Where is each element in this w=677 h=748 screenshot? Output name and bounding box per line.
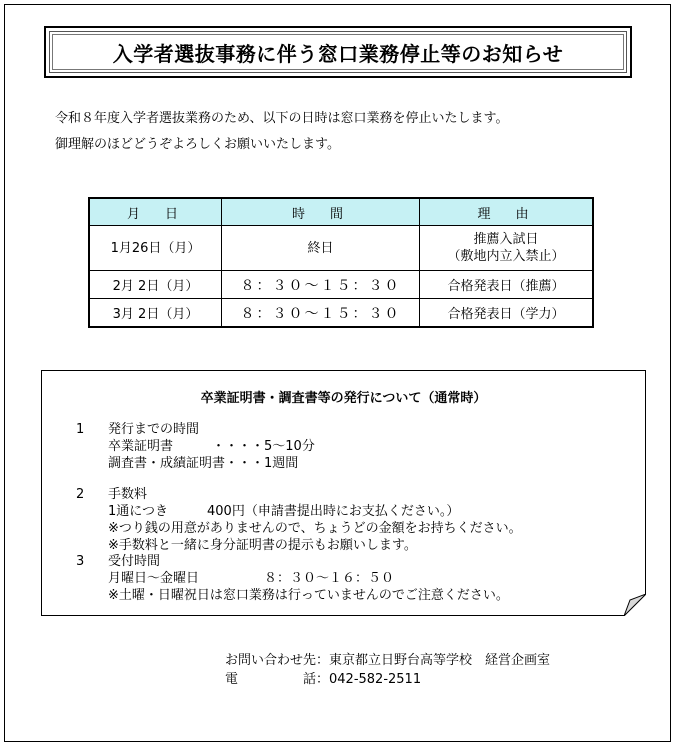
contact-line-1: お問い合わせ先：東京都立日野台高等学校 経営企画室 <box>225 653 551 668</box>
row-reason <box>420 226 594 271</box>
row-reason-line: （敷地内立入禁止） <box>447 249 565 264</box>
header-time: 時 間 <box>222 198 420 226</box>
section-line: 発行までの時間 <box>108 422 200 437</box>
section-line: 受付時間 <box>108 554 161 569</box>
section-body <box>108 421 315 472</box>
row-reason: 合格発表日（推薦） <box>420 271 594 299</box>
section-number: 2 <box>76 487 85 502</box>
table-row <box>89 226 593 271</box>
table-row <box>89 271 593 299</box>
row-time: 終日 <box>222 226 420 271</box>
page-title: 入学者選抜事務に伴う窓口業務停止等のお知らせ <box>112 41 564 66</box>
row-time: ８：３０〜１５：３０ <box>222 299 420 328</box>
page-curl-icon <box>624 594 646 616</box>
section-line: 1通につき 400円（申請書提出時にお支払ください。） <box>108 504 460 519</box>
title-box <box>44 26 632 78</box>
header-reason: 理 由 <box>420 198 594 226</box>
section-body <box>108 486 522 554</box>
table-row <box>89 299 593 328</box>
schedule-header-row <box>89 198 593 226</box>
row-reason: 合格発表日（学力） <box>420 299 594 328</box>
section-line: ※つり銭の用意がありませんので、ちょうどの金額をお持ちください。 <box>108 521 522 536</box>
section-line: ※土曜・日曜祝日は窓口業務は行っていませんのでご注意ください。 <box>108 588 509 603</box>
schedule-table <box>88 197 594 328</box>
header-date: 月 日 <box>89 198 222 226</box>
contact-line-2: 電 話：042-582-2511 <box>225 672 422 687</box>
row-date: 1月26日（月） <box>89 226 222 271</box>
notice-box <box>41 370 646 616</box>
section-number: 3 <box>76 554 85 569</box>
section-line: 調査書・成績証明書・・・1週間 <box>108 456 299 471</box>
intro-line-2: 御理解のほどどうぞよろしくお願いいたします。 <box>55 137 340 152</box>
section-line: 月曜日〜金曜日 ８：３０〜１６：５０ <box>108 571 395 586</box>
row-reason-line: 推薦入試日 <box>473 232 539 247</box>
title-inner-border <box>52 34 624 70</box>
row-date: 3月 2日（月） <box>89 299 222 328</box>
section-line: 卒業証明書 ・・・・5〜10分 <box>108 439 315 454</box>
intro-text <box>55 106 508 158</box>
contact-info <box>225 651 550 689</box>
row-time: ８：３０〜１５：３０ <box>222 271 420 299</box>
section-line: ※手数料と一緒に身分証明書の提示もお願いします。 <box>108 538 417 553</box>
row-date: 2月 2日（月） <box>89 271 222 299</box>
section-line: 手数料 <box>108 487 148 502</box>
intro-line-1: 令和８年度入学者選抜業務のため、以下の日時は窓口業務を停止いたします。 <box>55 111 509 126</box>
section-number: 1 <box>76 422 85 437</box>
section-body <box>108 553 509 604</box>
notice-title: 卒業証明書・調査書等の発行について（通常時） <box>200 391 487 406</box>
